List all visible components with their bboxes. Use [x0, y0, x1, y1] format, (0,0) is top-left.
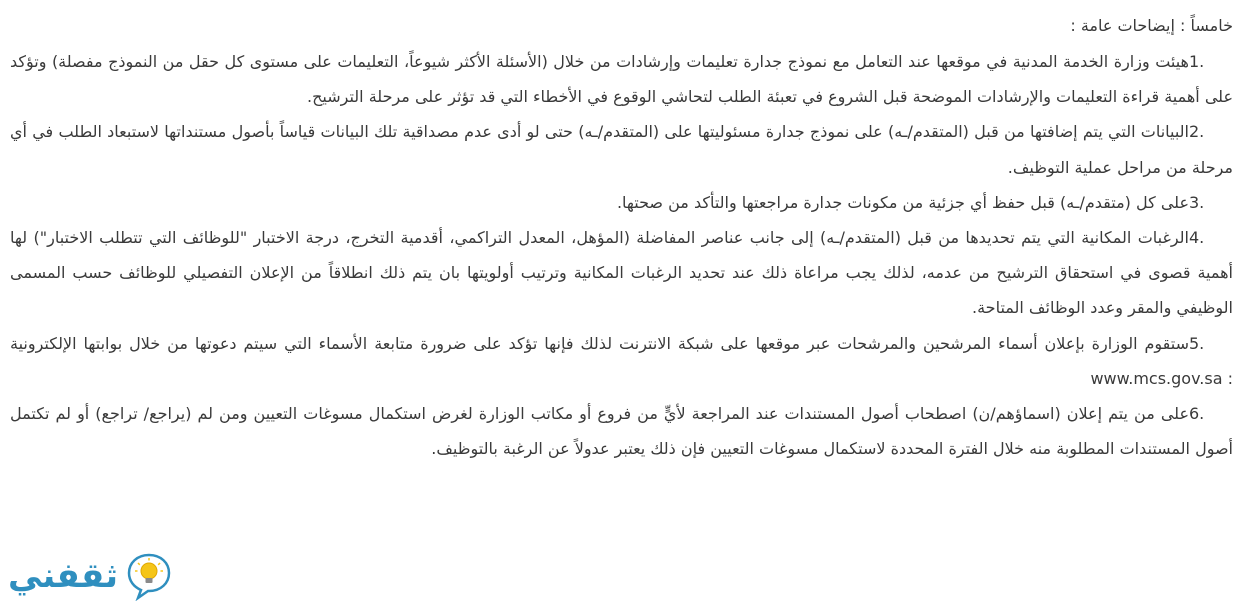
item-number: 1. [1189, 52, 1205, 71]
item-text: البيانات التي يتم إضافتها من قبل (المتقدم/ـه) على نموذج جدارة مسئوليتها على (المتقدم/ـه) حتى لو أدى عدم مصداقية تلك البيانات قياساً بأصول مستنداتها لاستبعاد الطلب في أي مرحلة من مراحل عملية التوظيف. [10, 122, 1233, 177]
item-number: 3. [1189, 192, 1205, 212]
clarification-item-3 [10, 185, 1239, 220]
item-text: ستقوم الوزارة بإعلان أسماء المرشحين والمرشحات عبر موقعها على شبكة الانترنت لذلك فإنها تؤكد على ضرورة متابعة الأسماء التي سيتم دعوتها من خلال بوابتها الإلكترونية : [10, 333, 1233, 388]
clarification-item-6 [10, 396, 1239, 466]
item-text: على كل (متقدم/ـه) قبل حفظ أي جزئية من مكونات جدارة مراجعتها والتأكد من صحتها. [616, 192, 1189, 212]
clarification-item-5 [10, 326, 1239, 396]
item-number: 2. [1189, 122, 1205, 142]
clarification-item-1 [10, 44, 1239, 114]
item-number: 4. [1189, 228, 1205, 248]
section-heading: خامساً : إيضاحات عامة : [1070, 16, 1233, 35]
ministry-website-link[interactable]: www.mcs.gov.sa [1090, 368, 1223, 388]
clarification-item-4 [10, 220, 1239, 326]
document-body [10, 8, 1239, 466]
clarification-item-2 [10, 114, 1239, 184]
logo-wordmark: ثقفني [8, 556, 118, 596]
lightbulb-speech-bubble-icon [124, 551, 174, 601]
watermark-logo [8, 548, 188, 604]
item-text: على من يتم إعلان (اسماؤهم/ن) اصطحاب أصول المستندات عند المراجعة لأيٍّ من فروع أو مكاتب الوزارة لغرض استكمال مسوغات التعيين ومن لم (يراجع/ تراجع) أو لم تكتمل أصول المستندات المطلوبة منه خلال الفترة المحددة لاستكمال مسوغات التعيين فإن ذلك يعتبر عدولاً عن الرغبة بالتوظيف. [10, 404, 1233, 459]
item-number: 6. [1189, 404, 1205, 424]
item-number: 5. [1189, 333, 1205, 353]
item-text: هيئت وزارة الخدمة المدنية في موقعها عند التعامل مع نموذج جدارة تعليمات وإرشادات من خلال (الأسئلة الأكثر شيوعاً، التعليمات على مستوى كل حقل من النموذج مفصلة) وتؤكد على أهمية قراءة التعليمات والإرشادات الموضحة قبل الشروع في تعبئة الطلب لتحاشي الوقوع في الأخطاء التي قد تؤثر على مرحلة الترشيح. [10, 52, 1233, 107]
item-text: الرغبات المكانية التي يتم تحديدها من قبل (المتقدم/ـه) إلى جانب عناصر المفاضلة (المؤهل، المعدل التراكمي، أقدمية التخرج، درجة الاختبار "للوظائف التي تتطلب الاختبار") لها أهمية قصوى في استحقاق الترشيح من عدمه، لذلك يجب مراعاة ذلك عند تحديد الرغبات المكانية وترتيب أولويتها بان يتم ذلك انطلاقاً من الإعلان التفصيلي للوظائف حسب المسمى الوظيفي والمقر وعدد الوظائف المتاحة. [10, 228, 1233, 318]
